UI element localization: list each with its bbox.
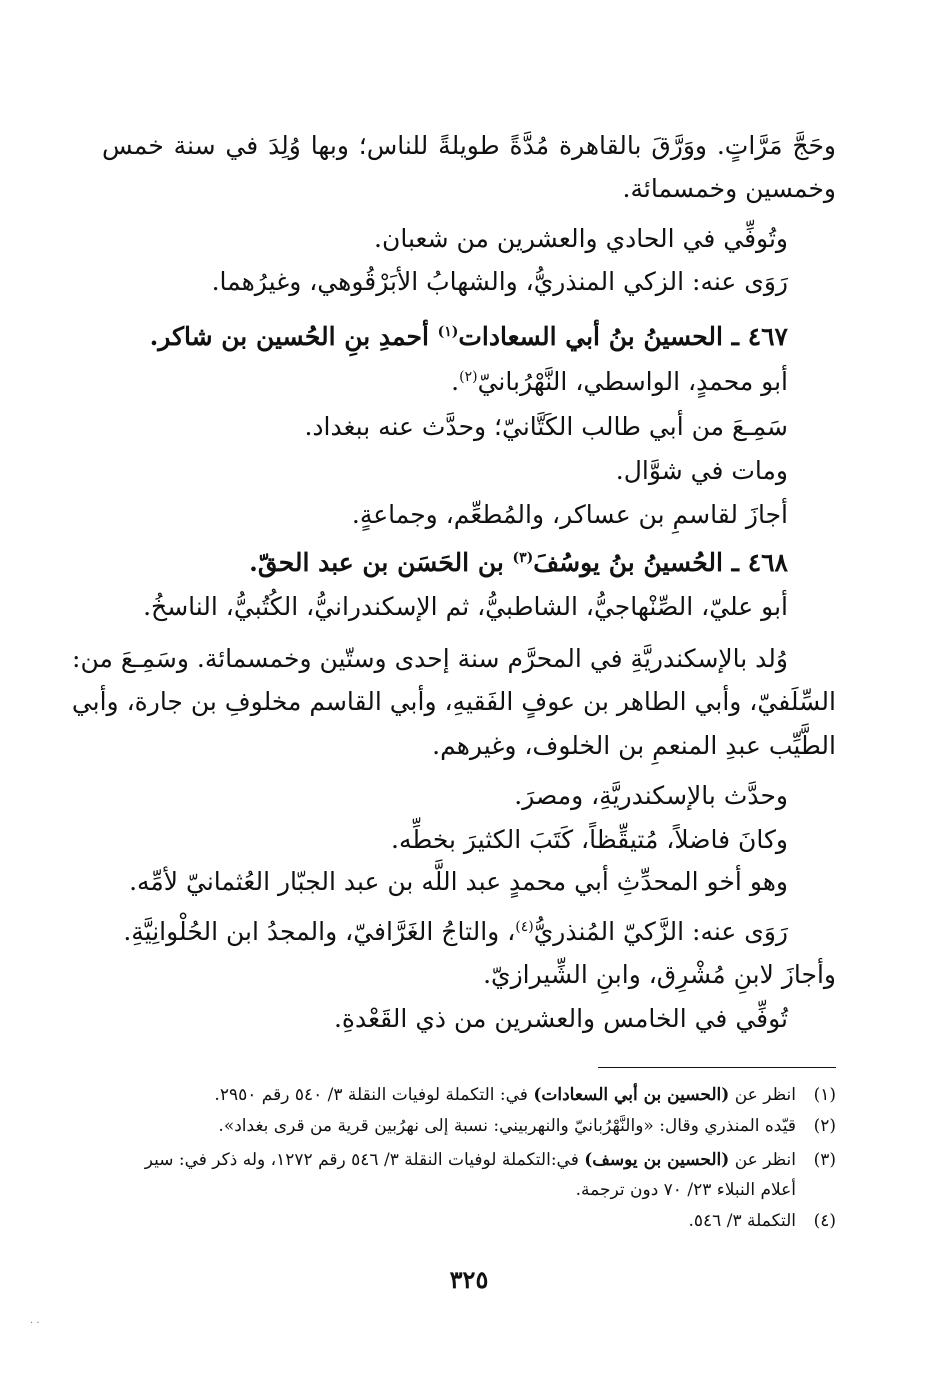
text-line: وخمسين وخمسمائة. xyxy=(622,174,836,203)
text-line: رَوَى عنه: الزكي المنذريُّ، والشهابُ الأبَرْقُوهي، وغيرُهما. xyxy=(211,267,788,296)
text-line: أبو محمدٍ، الواسطي، النَّهْرُبانيّ$^{(٢)}$. xyxy=(451,367,788,396)
text-line: أبو عليّ، الصِّنْهاجيُّ، الشاطبيُّ، ثم الإسكندرانيُّ، الكُتُبيُّ، الناسخُ. xyxy=(143,592,788,621)
footnote-number: (٣) xyxy=(813,1150,836,1170)
footnote: (٤)التكملة ٣/ ٥٤٦. xyxy=(689,1208,837,1235)
entry-heading-468 xyxy=(249,544,788,582)
footnote-continuation: أعلام النبلاء ٢٣/ ٧٠ دون ترجمة. xyxy=(575,1180,796,1200)
text-line: وحدَّث بالإسكندريَّةِ، ومصرَ. xyxy=(514,781,788,810)
footnote-ref[interactable]: (٣) xyxy=(512,550,534,566)
footnote-divider xyxy=(598,1067,836,1068)
text-line: أجازَ لقاسمِ بن عساكر، والمُطعِّم، وجماعةٍ. xyxy=(351,500,788,529)
text-line: تُوفِّي في الخامس والعشرين من ذي القَعْدةِ. xyxy=(333,1004,788,1033)
footnote: (١)انظر عن (الحسين بن أبي السعادات) في: التكملة لوفيات النقلة ٣/ ٥٤٠ رقم ٢٩٥٠. xyxy=(214,1082,836,1109)
footnote-number: (٤) xyxy=(813,1211,836,1231)
text-line: وُلد بالإسكندريَّةِ في المحرَّم سنة إحدى وستّين وخمسمائة. وسَمِـعَ من: xyxy=(72,644,788,673)
heading-lineage: بن الحَسَن بن عبد الحقّ. xyxy=(249,548,513,577)
text-line: وأجازَ لابنِ مُشْرِق، وابنِ الشِّيرازيّ. xyxy=(483,960,836,989)
text-line: سَمِـعَ من أبي طالب الكَتَّانيّ؛ وحدَّث عنه ببغداد. xyxy=(304,412,788,441)
footnote-ref[interactable]: (٤) xyxy=(515,919,534,935)
heading-name: ٤٦٨ ـ الحُسينُ بنُ يوسُفَ xyxy=(533,548,788,577)
text-line: الطَّيِّب عبدِ المنعمِ بن الخلوف، وغيرهم. xyxy=(432,731,836,760)
text-line: ومات في شوَّال. xyxy=(615,456,788,485)
text-line: رَوَى عنه: الزَّكيّ المُنذريُّ$^{(٤)}$، والتاجُ الغَرَّافيّ، والمجدُ ابن الحُلْوانِيَّةِ. xyxy=(123,917,788,946)
page-number: ٣٢٥ xyxy=(449,1265,489,1294)
footnote: (٢)قيّده المنذري وقال: «والنَّهْرُبانيّ والنهربيني: نسبة إلى نهرُبين قرية من قرى بغداد». xyxy=(218,1113,836,1140)
footnote-ref[interactable]: (١) xyxy=(437,324,459,340)
footnote-number: (١) xyxy=(813,1085,836,1105)
scan-speck: · · xyxy=(30,1318,40,1329)
text-line: وهو أخو المحدِّثِ أبي محمدٍ عبد اللَّه بن عبد الجبّار العُثمانيّ لأمِّه. xyxy=(129,867,788,896)
text-line: وحَجَّ مَرَّاتٍ. ووَرَّقَ بالقاهرة مُدَّةً طويلةً للناس؛ وبها وُلِدَ في سنة خمس xyxy=(102,131,836,160)
entry-heading-467 xyxy=(150,318,788,356)
text-line: وتُوفِّي في الحادي والعشرين من شعبان. xyxy=(374,224,788,253)
text-line: السِّلَفيّ، وأبي الطاهر بن عوفٍ الفَقيهِ، وأبي القاسم مخلوفِ بن جارة، وأبي xyxy=(71,687,836,716)
heading-name: ٤٦٧ ـ الحسينُ بنُ أبي السعادات xyxy=(458,322,788,351)
text-line: وكانَ فاضلاً، مُتيقِّظاً، كَتَبَ الكثيرَ بخطِّه. xyxy=(391,825,788,854)
heading-lineage: أحمدِ بنِ الحُسين بن شاكر. xyxy=(149,322,438,351)
footnote: (٣)انظر عن (الحسين بن يوسف) في:التكملة لوفيات النقلة ٣/ ٥٤٦ رقم ١٢٧٢، وله ذكر في: سير xyxy=(145,1147,836,1174)
footnote-number: (٢) xyxy=(813,1116,836,1136)
footnote-ref[interactable]: (٢) xyxy=(459,369,478,385)
